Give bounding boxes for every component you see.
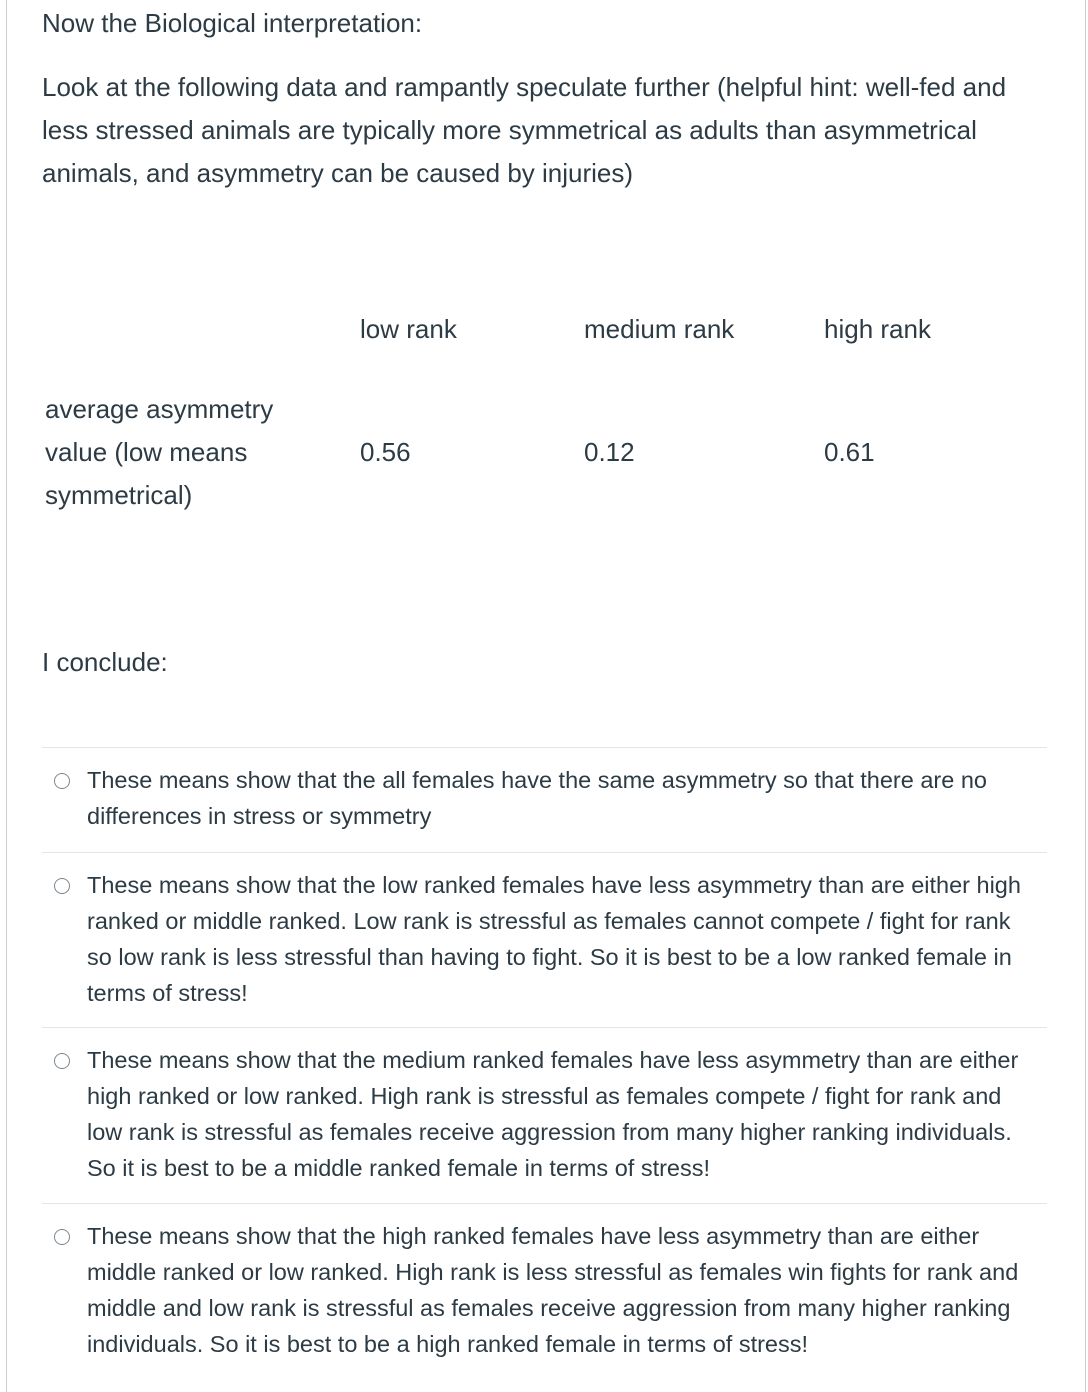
answer-text-4: These means show that the high ranked females have less asymmetry than are either middle ranked or low ranked. High rank is less stressful as females win fights for rank and middle and low rank is stressful as females receive aggression from many higher ranking individuals. So it is best to be a high ranked female in terms of stress! <box>87 1223 1019 1357</box>
value-medium-rank: 0.12 <box>584 437 635 467</box>
answer-text-2: These means show that the low ranked females have less asymmetry than are either high ranked or middle ranked. Low rank is stressful as females cannot compete / fight for rank so low rank is less stressful than having to fight. So it is best to be a low ranked female in terms of stress! <box>87 872 1021 1006</box>
answer-text-3: These means show that the medium ranked females have less asymmetry than are either high ranked or low ranked. High rank is stressful as females compete / fight for rank and low rank is stressful as females receive aggression from many higher ranking individuals. So it is best to be a middle ranked female in terms of stress! <box>87 1047 1019 1181</box>
question-heading: Now the Biological interpretation: <box>42 8 423 38</box>
asymmetry-data-table <box>42 300 1024 517</box>
radio-button-1[interactable] <box>54 773 70 789</box>
value-low-rank: 0.56 <box>360 437 411 467</box>
column-header-medium-rank: medium rank <box>584 313 735 344</box>
column-header-high-rank: high rank <box>824 313 931 344</box>
answer-option-1[interactable] <box>42 747 1047 852</box>
radio-button-4[interactable] <box>54 1229 70 1245</box>
radio-button-3[interactable] <box>54 1053 70 1069</box>
row-label-average-asymmetry: average asymmetry value (low means symmetrical) <box>45 394 274 510</box>
answer-option-4[interactable] <box>42 1203 1047 1373</box>
answer-text-1: These means show that the all females have the same asymmetry so that there are no differences in stress or symmetry <box>87 767 987 829</box>
answer-list <box>42 747 1047 1373</box>
table-corner-cell <box>42 300 360 358</box>
conclude-label: I conclude: <box>42 647 168 677</box>
radio-button-2[interactable] <box>54 878 70 894</box>
answer-option-3[interactable] <box>42 1027 1047 1203</box>
value-high-rank: 0.61 <box>824 437 875 467</box>
question-intro: Look at the following data and rampantly speculate further (helpful hint: well-fed and less stressed animals are typically more symmetrical as adults than asymmetrical animals, and asymmetry can be caused by injuries) <box>42 72 1007 188</box>
column-header-low-rank: low rank <box>360 313 457 344</box>
answer-option-2[interactable] <box>42 852 1047 1027</box>
